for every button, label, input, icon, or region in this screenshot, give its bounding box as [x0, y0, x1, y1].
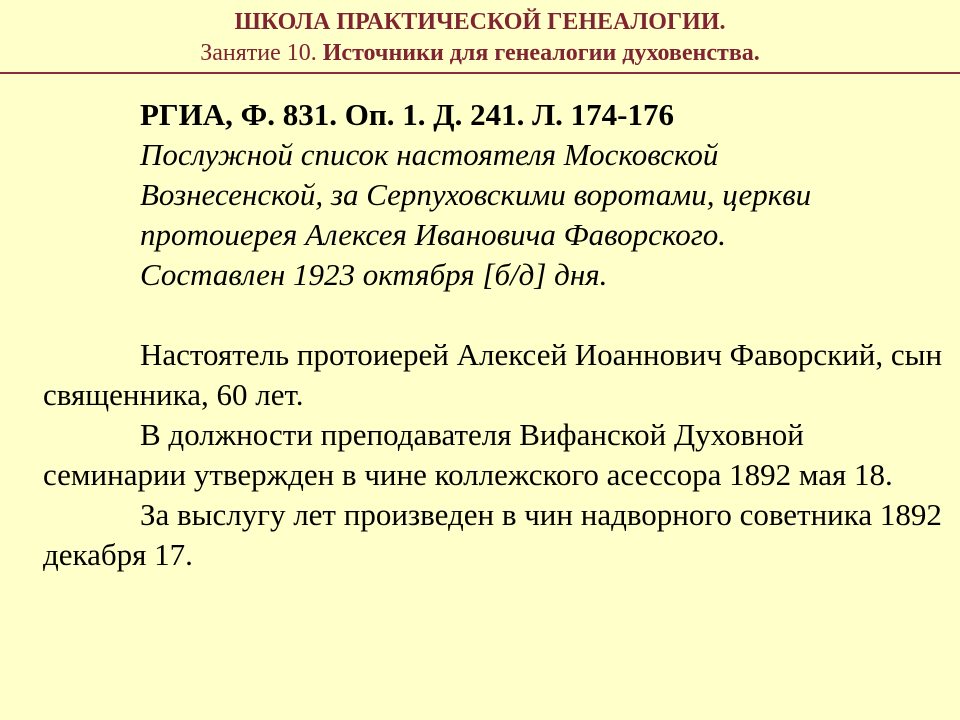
- header-divider: [0, 72, 960, 74]
- description-line: протоиерея Алексея Ивановича Фаворского.: [140, 217, 727, 252]
- lesson-topic: Источники для генеалогии духовенства.: [322, 40, 760, 66]
- description-line: Послужной список настоятеля Московской: [140, 137, 719, 172]
- lesson-line: [0, 38, 960, 68]
- description-line: Составлен 1923 октября [б/д] дня.: [140, 257, 608, 292]
- document-description: [43, 135, 943, 295]
- slide-body: [43, 95, 943, 575]
- blank-line: [43, 295, 943, 335]
- archive-reference: РГИА, Ф. 831. Оп. 1. Д. 241. Л. 174-176: [140, 97, 675, 132]
- description-line: Вознесенской, за Серпуховскими воротами, церкви: [140, 177, 812, 212]
- lesson-number: Занятие 10.: [200, 40, 317, 66]
- record-paragraph: За выслугу лет произведен в чин надворного советника 1892 декабря 17.: [43, 497, 942, 572]
- school-title: ШКОЛА ПРАКТИЧЕСКОЙ ГЕНЕАЛОГИИ.: [234, 9, 726, 35]
- record-paragraph: Настоятель протоиерей Алексей Иоаннович Фаворский, сын священника, 60 лет.: [43, 337, 943, 412]
- record-paragraph: В должности преподавателя Вифанской Духовной семинарии утвержден в чине коллежского асессора 1892 мая 18.: [43, 417, 893, 492]
